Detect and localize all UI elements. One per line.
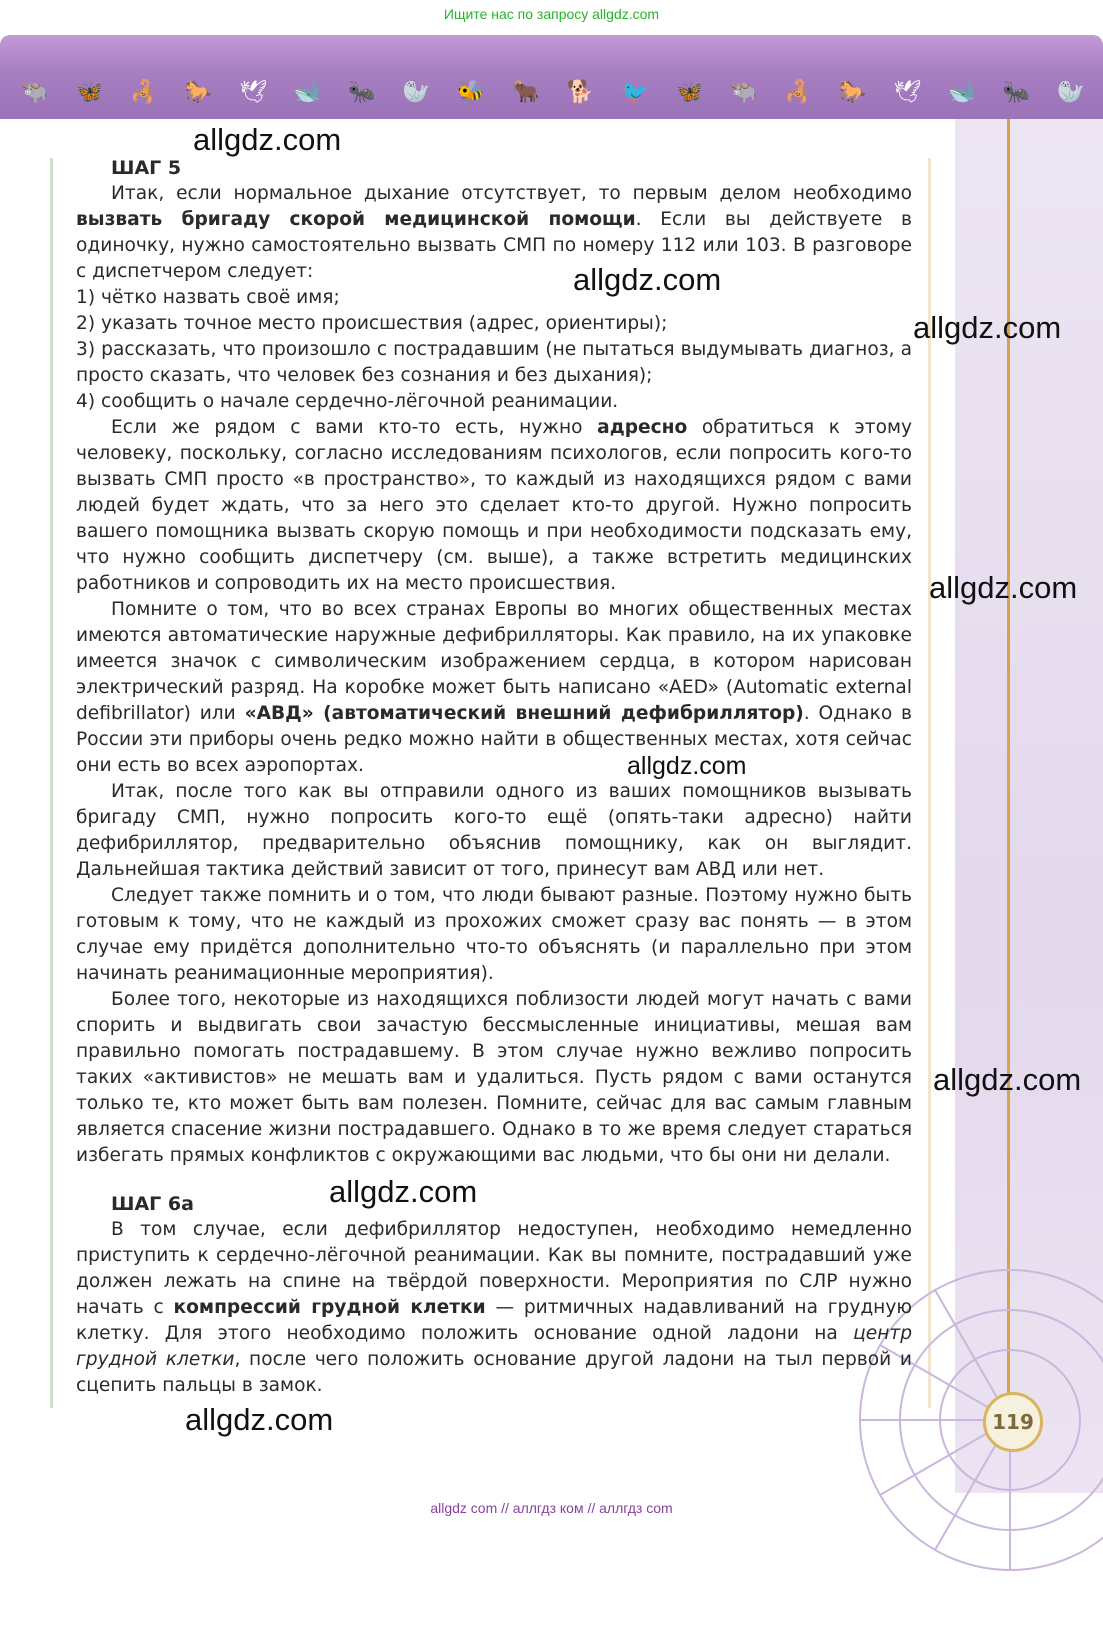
insect-icon: 🐝 [457, 80, 485, 105]
watermark: allgdz.com [193, 122, 342, 157]
bison-icon: 🐃 [21, 80, 49, 105]
watermark: allgdz.com [929, 570, 1078, 605]
step6a-heading: ШАГ 6а [111, 1193, 194, 1215]
bison-icon: 🐃 [730, 80, 758, 105]
watermark: allgdz.com [913, 310, 1062, 345]
step5-paragraph-2: Если же рядом с вами кто-то есть, нужно адресно обратиться к этому человеку, поскольку, согласно исследованиям психологов, если попросить кого-то вызвать СМП просто «в пространство», то каждый из находящихся рядом с вами людей будет ждать, что за него это сделает кто-то другой. Нужно попросить вашего помощника вызвать скорую помощь и при необходимости подсказать ему, что нужно сообщить диспетчеру (см. выше), а также встретить медицинских работников и сопроводить их на место происшествия. [76, 417, 912, 594]
whale-icon: 🐋 [948, 80, 976, 105]
butterfly-icon: 🦋 [75, 80, 104, 105]
search-hint[interactable]: Ищите нас по запросу allgdz.com [443, 6, 660, 22]
scorpion-icon: 🦂 [130, 80, 158, 105]
step5-heading: ШАГ 5 [111, 157, 182, 179]
footer-links[interactable]: allgdz com // аллгдз ком // аллгдз com [430, 1500, 673, 1516]
bird-icon: 🕊 [239, 80, 268, 105]
watermark: allgdz.com [573, 262, 722, 297]
step5-paragraph-5: Следует также помнить и о том, что люди бывают разные. Поэтому нужно быть готовым к тому, что не каждый из прохожих сможет сразу вас понять — в этом случае ему придётся дополнительно что-то объяснять (и параллельно при этом начинать реанимационные мероприятия). [76, 885, 912, 984]
list-item: 2) указать точное место происшествия (адрес, ориентиры); [76, 313, 668, 334]
seal-icon: 🦭 [402, 80, 431, 105]
whale-icon: 🐋 [293, 80, 322, 105]
step6a-paragraph-1: В том случае, если дефибриллятор недоступен, необходимо немедленно приступить к сердечно-лёгочной реанимации. Как вы помните, пострадавший уже должен лежать на спине на твёрдой поверхности. Мероприятия по СЛР нужно начать с компрессий грудной клетки — ритмичных надавливаний на грудную клетку. Для этого необходимо положить основание одной ладони на центр грудной клетки, после чего положить основание другой ладони на тыл первой и сцепить пальцы в замок. [76, 1219, 912, 1396]
bird-icon: 🕊 [893, 80, 922, 105]
step5-paragraph-3: Помните о том, что во всех странах Европы во многих общественных местах имеются автоматические наружные дефибрилляторы. Как правило, на их упаковке имеется значок с символическим изображением сердца, в котором нарисован электрический разряд. На коробке может быть написано «AED» (Automatic external defibrillator) или «АВД» (автоматический внешний дефибриллятор). Однако в России эти приборы очень редко можно найти в общественных местах, хотя сейчас они есть во всех аэропортах. [76, 599, 913, 776]
step5-paragraph-1: Итак, если нормальное дыхание отсутствует, то первым делом необходимо вызвать бригаду скорой медицинской помощи. Если вы действуете в одиночку, нужно самостоятельно вызвать СМП по номеру 112 или 103. В разговоре с диспетчером следует: [76, 183, 912, 282]
page-number: 119 [983, 1392, 1043, 1452]
horse-icon: 🐎 [184, 80, 213, 105]
watermark: allgdz.com [185, 1402, 334, 1437]
header-banner [0, 35, 1103, 119]
dog-icon: 🐕 [566, 80, 594, 105]
scorpion-icon: 🦂 [784, 80, 812, 105]
beetle-icon: 🐜 [348, 80, 376, 105]
list-item: 1) чётко назвать своё имя; [76, 287, 340, 308]
watermark: allgdz.com [329, 1174, 478, 1209]
bird-icon: 🐦 [620, 80, 649, 105]
step5-paragraph-4: Итак, после того как вы отправили одного из ваших помощников вызывать бригаду СМП, нужно попросить кого-то ещё (опять-таки адресно) найти дефибриллятор, предварительно объяснив помощнику, как он выглядит. Дальнейшая тактика действий зависит от того, принесут вам АВД или нет. [76, 781, 912, 880]
watermark: allgdz.com [933, 1062, 1082, 1097]
step5-paragraph-6: Более того, некоторые из находящихся поблизости людей могут начать с вами спорить и выдвигать свои зачастую бессмысленные инициативы, мешая вам правильно помогать пострадавшему. В этом случае нужно вежливо попросить таких «активистов» не мешать вам и удалиться. Пусть рядом с вами останутся только те, кто может быть вам полезен. Помните, сейчас для вас самым главным является спасение жизни пострадавшего. Однако в то же время следует стараться избегать прямых конфликтов с окружающими вас людьми, что бы они ни делали. [76, 989, 912, 1166]
watermark: allgdz.com [627, 752, 747, 780]
bison-icon: 🐂 [511, 80, 540, 105]
seal-icon: 🦭 [1057, 80, 1085, 105]
animal-strip [18, 73, 1088, 113]
horse-icon: 🐎 [839, 80, 867, 105]
page-content [76, 155, 912, 1399]
list-item: 4) сообщить о начале сердечно-лёгочной реанимации. [76, 391, 619, 412]
butterfly-icon: 🦋 [675, 80, 703, 105]
list-item: 3) рассказать, что произошло с пострадавшим (не пытаться выдумывать диагноз, а просто сказать, что человек без сознания и без дыхания); [76, 339, 912, 386]
beetle-icon: 🐜 [1002, 80, 1030, 105]
left-margin-rule [50, 158, 53, 1408]
